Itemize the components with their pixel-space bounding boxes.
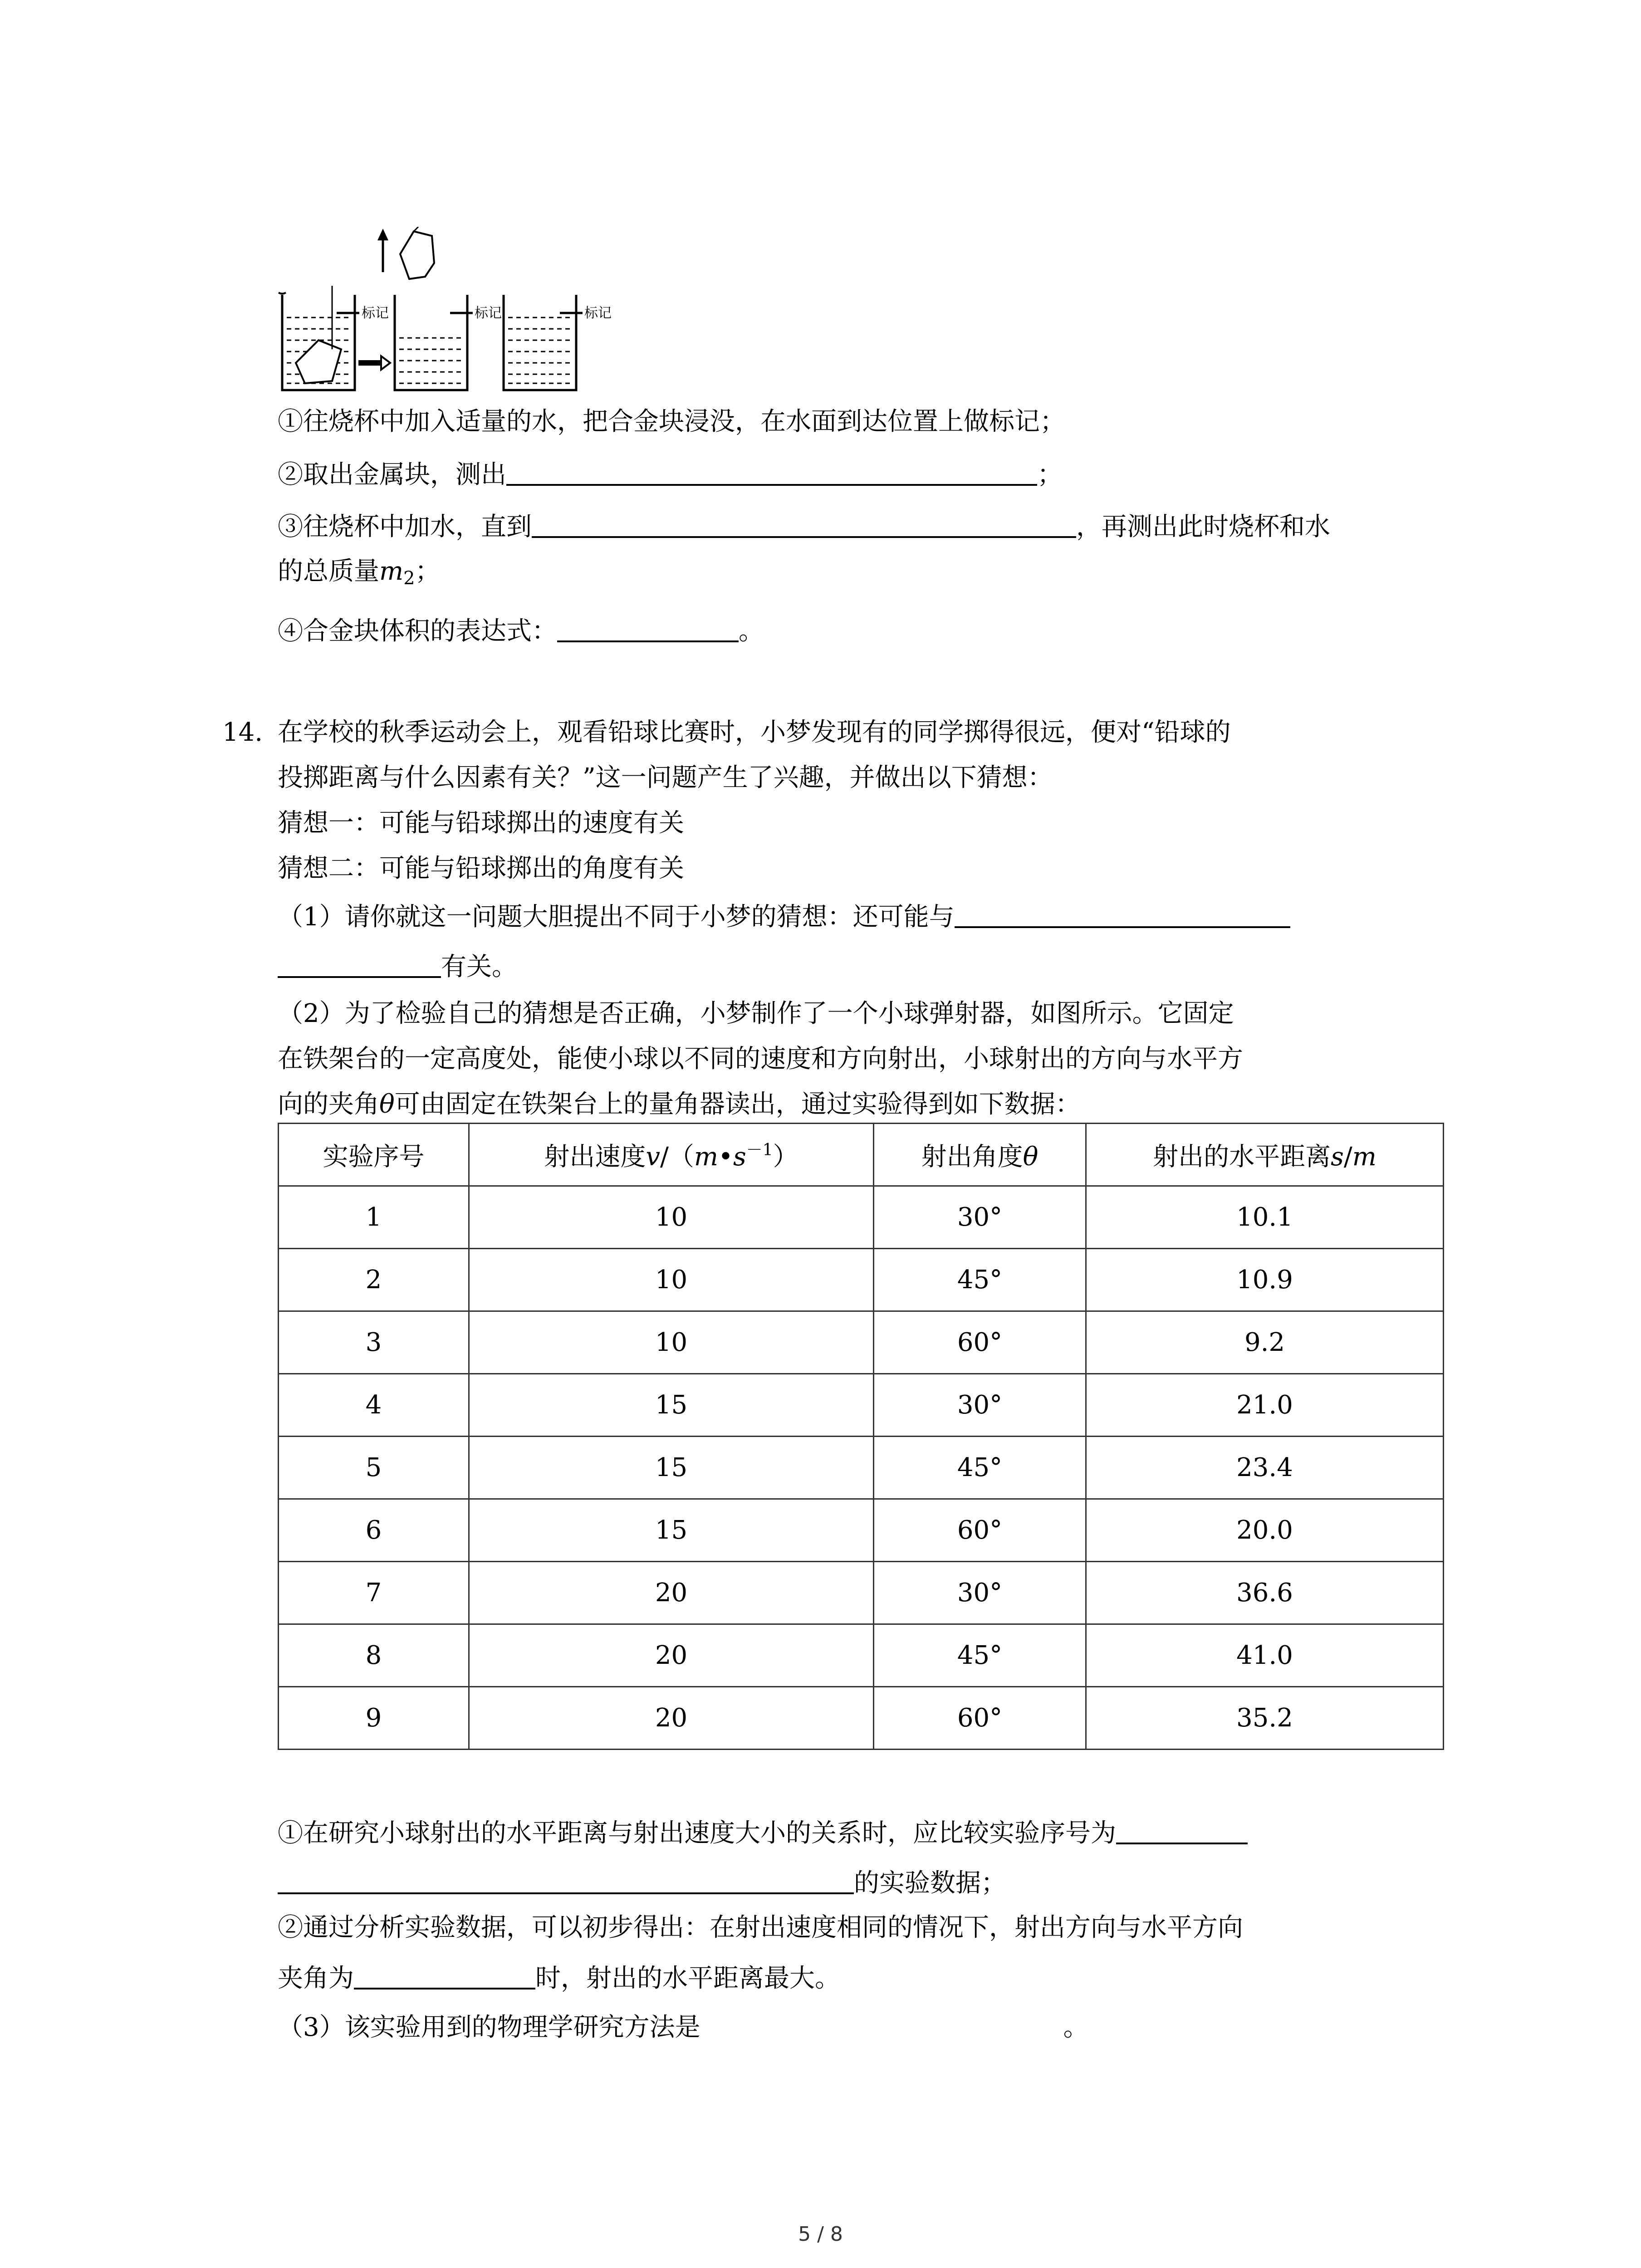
q14-part1-blank[interactable] (955, 898, 1290, 928)
q14-sub2-line1: ②通过分析实验数据，可以初步得出：在射出速度相同的情况下，射出方向与水平方向 (278, 1913, 1243, 1942)
q14-number: 14. (222, 718, 263, 747)
table-row (279, 1562, 1444, 1624)
table-row (279, 1624, 1444, 1687)
cell-velocity: 20 (469, 1687, 874, 1750)
q14-sub1: ①在研究小球射出的水平距离与射出速度大小的关系时，应比较实验序号为 (278, 1814, 1248, 1852)
mark-label-3: 标记 (584, 306, 612, 321)
q14-sub1-blank[interactable] (1116, 1814, 1248, 1844)
q14-part1-line2: 有关。 (278, 948, 517, 985)
cell-id: 7 (279, 1562, 469, 1624)
table-row (279, 1374, 1444, 1437)
cell-id: 6 (279, 1499, 469, 1562)
beaker-3 (504, 295, 612, 390)
header-velocity: 射出速度$v/(m•s^{-1})$ (469, 1124, 874, 1186)
header-distance: 射出的水平距离s/m (1086, 1124, 1444, 1186)
cell-distance: 9.2 (1086, 1311, 1444, 1374)
table-row (279, 1311, 1444, 1374)
q14-sub2-blank[interactable] (354, 1960, 535, 1989)
beaker-1 (279, 286, 389, 390)
cell-velocity: 20 (469, 1562, 874, 1624)
q13-step3: ③往烧杯中加水，直到 ，再测出此时烧杯和水 (278, 508, 1330, 545)
q13-step2: ②取出金属块，测出 ； (278, 456, 1063, 493)
cell-distance: 20.0 (1086, 1499, 1444, 1562)
cell-velocity: 20 (469, 1624, 874, 1687)
cell-distance: 35.2 (1086, 1687, 1444, 1750)
cell-distance: 36.6 (1086, 1562, 1444, 1624)
cell-velocity: 15 (469, 1374, 874, 1437)
cell-angle: 30° (874, 1562, 1086, 1624)
q14-intro-line2: 投掷距离与什么因素有关？”这一问题产生了兴趣，并做出以下猜想： (278, 763, 1053, 792)
cell-velocity: 15 (469, 1499, 874, 1562)
cell-id: 5 (279, 1437, 469, 1499)
beaker-2 (395, 295, 502, 390)
cell-angle: 30° (874, 1374, 1086, 1437)
cell-id: 2 (279, 1249, 469, 1311)
cell-angle: 60° (874, 1687, 1086, 1750)
cell-angle: 60° (874, 1311, 1086, 1374)
cell-distance: 21.0 (1086, 1374, 1444, 1437)
cell-angle: 45° (874, 1437, 1086, 1499)
cell-angle: 30° (874, 1186, 1086, 1249)
mark-label-2: 标记 (475, 306, 502, 321)
table-header-row (279, 1124, 1444, 1186)
q14-part2-line1: （2）为了检验自己的猜想是否正确，小梦制作了一个小球弹射器，如图所示。它固定 (278, 999, 1234, 1028)
cell-distance: 41.0 (1086, 1624, 1444, 1687)
table-row (279, 1249, 1444, 1311)
q14-sub2-line2: 夹角为 时，射出的水平距离最大。 (278, 1960, 840, 1997)
q14-guess2: 猜想二：可能与铅球掷出的角度有关 (278, 854, 684, 883)
right-arrow-icon (358, 356, 390, 370)
table-row (279, 1186, 1444, 1249)
q14-sub1-line2: 的实验数据； (278, 1864, 1006, 1901)
q14-part2-line2: 在铁架台的一定高度处，能使小球以不同的速度和方向射出，小球射出的方向与水平方 (278, 1044, 1243, 1074)
q13-step3-line2: 的总质量$m_2$； (278, 557, 441, 589)
cell-velocity: 10 (469, 1186, 874, 1249)
q14-guess1: 猜想一：可能与铅球掷出的速度有关 (278, 808, 684, 838)
beaker-experiment-figure (278, 227, 622, 399)
cell-angle: 60° (874, 1499, 1086, 1562)
q13-step4-blank[interactable] (557, 612, 739, 642)
q14-part2-line3: 向的夹角θ可由固定在铁架台上的量角器读出，通过实验得到如下数据： (278, 1090, 1081, 1119)
lifted-block-icon (400, 231, 434, 279)
q13-step1: ①往烧杯中加入适量的水，把合金块浸没，在水面到达位置上做标记； (278, 407, 1065, 436)
cell-id: 1 (279, 1186, 469, 1249)
q14-part1: （1）请你就这一问题大胆提出不同于小梦的猜想：还可能与 (278, 898, 1290, 935)
up-arrow-icon (377, 229, 388, 272)
cell-id: 4 (279, 1374, 469, 1437)
page-number: 5 / 8 (798, 2223, 843, 2246)
q14-part1-blank-2[interactable] (278, 948, 441, 978)
q13-step3-blank[interactable] (532, 508, 1076, 538)
cell-distance: 10.9 (1086, 1249, 1444, 1311)
table-row (279, 1687, 1444, 1750)
header-trial-number: 实验序号 (279, 1124, 469, 1186)
cell-velocity: 15 (469, 1437, 874, 1499)
cell-id: 8 (279, 1624, 469, 1687)
cell-id: 9 (279, 1687, 469, 1750)
q14-intro-line1: 在学校的秋季运动会上，观看铅球比赛时，小梦发现有的同学掷得很远，便对“铅球的 (278, 718, 1231, 747)
table-row (279, 1499, 1444, 1562)
cell-id: 3 (279, 1311, 469, 1374)
cell-angle: 45° (874, 1624, 1086, 1687)
table-row (279, 1437, 1444, 1499)
header-angle: 射出角度θ (874, 1124, 1086, 1186)
cell-distance: 10.1 (1086, 1186, 1444, 1249)
cell-angle: 45° (874, 1249, 1086, 1311)
q13-step4: ④合金块体积的表达式： 。 (278, 612, 764, 650)
cell-velocity: 10 (469, 1249, 874, 1311)
q14-sub1-blank-2[interactable] (278, 1864, 854, 1894)
q14-part3: （3）该实验用到的物理学研究方法是 。 (278, 2013, 1089, 2042)
q13-step2-blank[interactable] (506, 456, 1037, 486)
cell-velocity: 10 (469, 1311, 874, 1374)
experiment-data-table (278, 1123, 1444, 1750)
cell-distance: 23.4 (1086, 1437, 1444, 1499)
mark-label-1: 标记 (362, 306, 389, 321)
